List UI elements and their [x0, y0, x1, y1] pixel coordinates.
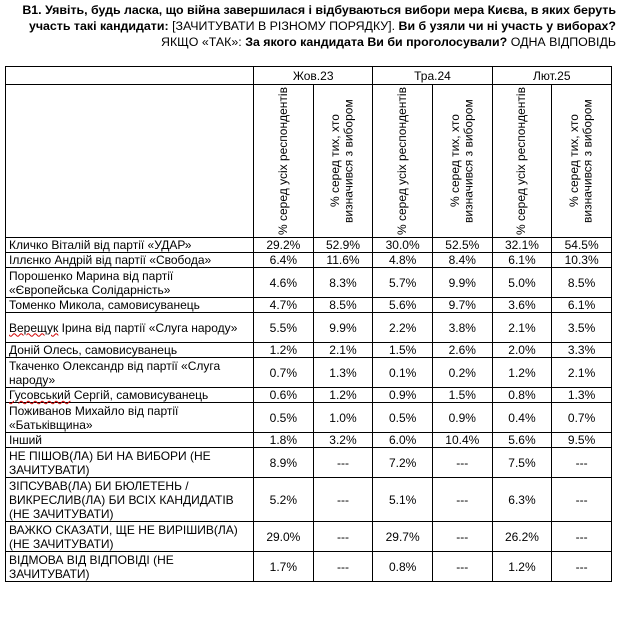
spellcheck-marked-word: Гусовський [9, 388, 71, 402]
table-row [6, 403, 612, 433]
value-cell: 5.1% [373, 478, 433, 522]
value-cell: 3.5% [552, 313, 612, 343]
value-cell: 54.5% [552, 238, 612, 253]
value-cell: --- [552, 478, 612, 522]
subheader-row [6, 85, 612, 238]
value-cell: --- [313, 522, 373, 552]
question-text-1: Уявіть, будь ласка, що війна завершилася і відбуваються вибори мера Києва, в яких беруть участь такі кандидати: [28, 3, 616, 33]
value-cell: 2.1% [313, 343, 373, 358]
candidate-name-rest: Сергій, самовисуванець [70, 388, 209, 402]
question-note-3: ОДНА ВІДПОВІДЬ [510, 35, 616, 49]
value-cell: 6.0% [373, 433, 433, 448]
value-cell: 0.8% [373, 552, 433, 582]
value-cell: 52.9% [313, 238, 373, 253]
question-text-3: За якого кандидата Ви би проголосували? [245, 35, 508, 49]
value-cell: 29.2% [254, 238, 314, 253]
question-note-2: ЯКЩО «ТАК»: [161, 35, 242, 49]
value-cell: 2.2% [373, 313, 433, 343]
value-cell: 6.1% [492, 253, 552, 268]
value-cell: --- [313, 478, 373, 522]
value-cell: 4.7% [254, 298, 314, 313]
table-row [6, 433, 612, 448]
value-cell: 0.5% [254, 403, 314, 433]
value-cell: 1.3% [313, 358, 373, 388]
spellcheck-marked-word: Верещук [9, 320, 59, 335]
value-cell: 0.4% [492, 403, 552, 433]
value-cell: 7.2% [373, 448, 433, 478]
subheader-cell [552, 85, 612, 238]
subheader-cell [313, 85, 373, 238]
value-cell: 9.9% [313, 313, 373, 343]
table-row [6, 268, 612, 298]
subheader-cell [254, 85, 314, 238]
table-row [6, 343, 612, 358]
value-cell: 2.1% [492, 313, 552, 343]
value-cell: 5.6% [373, 298, 433, 313]
response-option: НЕ ПІШОВ(ЛА) БИ НА ВИБОРИ (НЕ ЗАЧИТУВАТИ) [6, 448, 254, 478]
table-row [6, 552, 612, 582]
value-cell: 2.6% [432, 343, 492, 358]
value-cell: 9.7% [432, 298, 492, 313]
candidate-name-rest: Ірина від партії «Слуга народу» [58, 320, 238, 335]
wave-header-row [6, 67, 612, 85]
candidate-name [6, 388, 254, 403]
subheader-cell [492, 85, 552, 238]
value-cell: --- [432, 448, 492, 478]
candidate-name: Порошенко Марина від партії «Європейська Солідарність» [6, 268, 254, 298]
value-cell: 0.7% [254, 358, 314, 388]
value-cell: 1.2% [254, 343, 314, 358]
value-cell: 2.1% [552, 358, 612, 388]
value-cell: 0.2% [432, 358, 492, 388]
value-cell: 6.4% [254, 253, 314, 268]
value-cell: 30.0% [373, 238, 433, 253]
question-note-1: [ЗАЧИТУВАТИ В РІЗНОМУ ПОРЯДКУ] [172, 19, 392, 33]
value-cell: 29.0% [254, 522, 314, 552]
question-text-2: Ви б узяли чи ні участь у виборах? [398, 19, 616, 33]
value-cell: 0.6% [254, 388, 314, 403]
question-code: B1. [22, 3, 42, 17]
value-cell: 5.5% [254, 313, 314, 343]
value-cell: 5.0% [492, 268, 552, 298]
value-cell: 8.3% [313, 268, 373, 298]
value-cell: --- [552, 552, 612, 582]
wave-header: Тра.24 [373, 67, 492, 85]
candidate-name: Ткаченко Олександр від партії «Слуга народу» [6, 358, 254, 388]
value-cell: --- [552, 522, 612, 552]
value-cell: 32.1% [492, 238, 552, 253]
value-cell: 3.8% [432, 313, 492, 343]
value-cell: 3.6% [492, 298, 552, 313]
value-cell: 9.9% [432, 268, 492, 298]
value-cell: --- [313, 552, 373, 582]
subheader-decided: % серед тих, хто визначився з вибором [567, 99, 595, 223]
corner-cell [6, 67, 254, 85]
value-cell: 4.6% [254, 268, 314, 298]
value-cell: 1.5% [432, 388, 492, 403]
value-cell: 29.7% [373, 522, 433, 552]
value-cell: 2.0% [492, 343, 552, 358]
table-row [6, 313, 612, 343]
candidate-name: Поживанов Михайло від партії «Батьківщина» [6, 403, 254, 433]
value-cell: 11.6% [313, 253, 373, 268]
value-cell: 8.9% [254, 448, 314, 478]
value-cell: 26.2% [492, 522, 552, 552]
table-row [6, 478, 612, 522]
response-option: ВАЖКО СКАЗАТИ, ЩЕ НЕ ВИРІШИВ(ЛА) (НЕ ЗАЧИТУВАТИ) [6, 522, 254, 552]
subheader-all: % серед усіх респондентів [514, 87, 529, 235]
value-cell: 1.7% [254, 552, 314, 582]
question-heading: B1. Уявіть, будь ласка, що війна завершилася і відбуваються вибори мера Києва, в яких беруть участь такі кандидати: [ЗАЧИТУВАТИ В РІЗНОМУ ПОРЯДКУ]. Ви б узяли чи ні участь у виборах? ЯКЩО «ТАК»: За якого кандидата Ви би проголосували? ОДНА ВІДПОВІДЬ [22, 3, 616, 49]
subheader-cell [432, 85, 492, 238]
subheader-all: % серед усіх респондентів [394, 87, 409, 235]
value-cell: 8.5% [552, 268, 612, 298]
table-row [6, 448, 612, 478]
results-table [5, 66, 612, 582]
value-cell: 0.8% [492, 388, 552, 403]
value-cell: 0.9% [432, 403, 492, 433]
value-cell: 1.8% [254, 433, 314, 448]
table-row [6, 298, 612, 313]
value-cell: --- [432, 478, 492, 522]
wave-header: Жов.23 [254, 67, 373, 85]
candidate-name: Іллєнко Андрій від партії «Свобода» [6, 253, 254, 268]
value-cell: 10.3% [552, 253, 612, 268]
value-cell: 8.5% [313, 298, 373, 313]
value-cell: --- [552, 448, 612, 478]
value-cell: 1.2% [313, 388, 373, 403]
wave-header: Лют.25 [492, 67, 611, 85]
value-cell: 1.2% [492, 552, 552, 582]
table-row [6, 522, 612, 552]
value-cell: 1.0% [313, 403, 373, 433]
value-cell: 1.3% [552, 388, 612, 403]
value-cell: 6.1% [552, 298, 612, 313]
value-cell: 52.5% [432, 238, 492, 253]
table-row [6, 358, 612, 388]
value-cell: 8.4% [432, 253, 492, 268]
candidate-name: Кличко Віталій від партії «УДАР» [6, 238, 254, 253]
value-cell: 0.9% [373, 388, 433, 403]
candidate-name: Томенко Микола, самовисуванець [6, 298, 254, 313]
value-cell: 4.8% [373, 253, 433, 268]
value-cell: 0.7% [552, 403, 612, 433]
value-cell: 10.4% [432, 433, 492, 448]
value-cell: 9.5% [552, 433, 612, 448]
table-row [6, 388, 612, 403]
value-cell: --- [313, 448, 373, 478]
response-option: ВІДМОВА ВІД ВІДПОВІДІ (НЕ ЗАЧИТУВАТИ) [6, 552, 254, 582]
value-cell: --- [432, 522, 492, 552]
value-cell: 7.5% [492, 448, 552, 478]
subheader-decided: % серед тих, хто визначився з вибором [328, 99, 356, 223]
candidate-name: Інший [6, 433, 254, 448]
subheader-cell [373, 85, 433, 238]
candidate-name [6, 313, 254, 343]
value-cell: 3.3% [552, 343, 612, 358]
value-cell: 6.3% [492, 478, 552, 522]
value-cell: --- [432, 552, 492, 582]
table-row [6, 253, 612, 268]
subheader-decided: % серед тих, хто визначився з вибором [447, 99, 476, 223]
value-cell: 3.2% [313, 433, 373, 448]
value-cell: 5.6% [492, 433, 552, 448]
value-cell: 5.7% [373, 268, 433, 298]
value-cell: 1.5% [373, 343, 433, 358]
value-cell: 1.2% [492, 358, 552, 388]
candidate-name: Доній Олесь, самовисуванець [6, 343, 254, 358]
value-cell: 0.1% [373, 358, 433, 388]
value-cell: 5.2% [254, 478, 314, 522]
corner-cell [6, 85, 254, 238]
value-cell: 0.5% [373, 403, 433, 433]
response-option: ЗІПСУВАВ(ЛА) БИ БЮЛЕТЕНЬ / ВИКРЕСЛИВ(ЛА) БИ ВСІХ КАНДИДАТІВ (НЕ ЗАЧИТУВАТИ) [6, 478, 254, 522]
table-row [6, 238, 612, 253]
subheader-all: % серед усіх респондентів [275, 87, 290, 235]
